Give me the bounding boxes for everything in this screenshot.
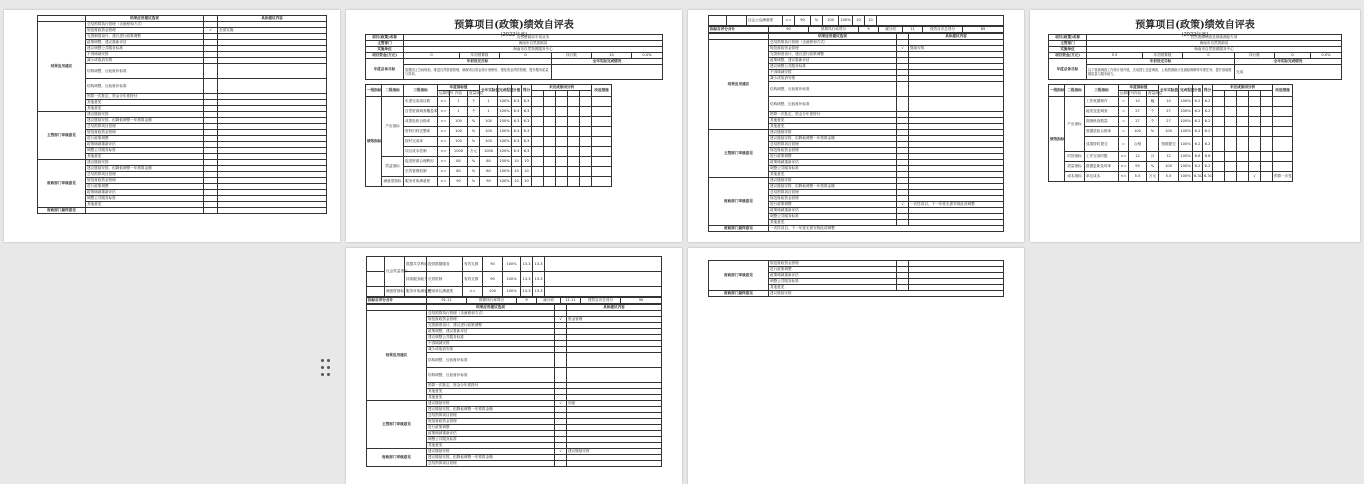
section-result-app: 结果应用建议	[38, 22, 86, 112]
score-row-5: 指标自评分合计 91.11 预算执行率得分 9 减分项 11.11 绩效自评总得分 90	[366, 297, 662, 304]
section-main-dept: 主管部门审核意见	[38, 112, 86, 160]
page-5	[346, 248, 682, 484]
indicator-tail-3: 社会公众满意度 >= 90 % 100 100% 10 10	[708, 15, 1004, 26]
result-table-6: 财政部门审核意见 规范财政资金管理 进行政策调整 政策调减重新评估 调整公共服务标准 其他意见 财政部门最终意见 建议继续安排	[708, 260, 1004, 297]
section-finance-final: 财政部门最终意见	[38, 208, 86, 214]
indicator-table-4: 一级指标 二级指标 三级指标 年度指标值 全年实际值 完成程度 分值 得分 未完成原因分析 改进措施 运算符号 内容 度量单位 绩效指标 产出指标 工作底图制作 = 10 幅 10 100% 6.2 6.2 地类变更调查 = 27 个 27 100% 6.2 6.2 图斑核查数量 = 27 个 27 100% 6.2 6.2 数据质检合格率 = 100 % 100 100% 6.2 6.2 成果按时提交 = 合格 按期提交 100% 6.2 6.2 时效指标 工作完成时限 <= 12 月 12 100% 6.6 6.6 质量指标 数据更新及时率 >= 95 % 100 100% 6.2 6.2 成本指标 单位成本 <= 5.5 万元 5.5 100% 6.31 6.31 √ 预算一次性	[1048, 84, 1342, 182]
score-row-3: 指标自评分合计 90 预算执行率得分 9 减分项 11 绩效自评总得分 89	[708, 26, 1004, 33]
result-table-5: 结果应用建议选项 具体建议内容 结果应用建议 总结预算执行管理（含流程和方式） 规范财政资金管理 √ 资金管理 完善制度设计，建议进行政策调整 政策调整，建议重新评估 建议调整公共服务标准 不得调减安排 减少或取消安排 结构调整，压低财补标准 结构调整，压低财补标准 预算一次批定，资金分年度拨付 其他意见 其他意见 主管部门审核意见 建议继续安排 √ 同意 建议继续安排，但降低调整一年预算金额 总结预算项目管理 规范财政资金管理 进行政策调整 政策调减重新评估 调整公共服务标准 其他意见 财政部门审核意见 建议继续安排 √ 建议继续安排 建议继续安排，但降低调整一年预算金额 总结预算项目管理	[366, 304, 662, 467]
section-finance-dept: 财政部门审核意见	[38, 160, 86, 208]
content-header: 具体建议内容	[218, 16, 327, 22]
page-2	[346, 10, 682, 242]
indicator-tail-5: 社会效益指标 数据共享利用 提供数据服务 有效支撑 90 100% 13.3 13.3 持续服务能力 长效机制 有效支撑 90 100% 13.3 13.3 满意度指标 服务对象满意度 使用单位满意度 >= 100 100% 13.3 13.3	[366, 256, 662, 297]
indicator-table-2: 一级指标 二级指标 三级指标 年度指标值 全年实际值 完成程度 分值 得分 未完成原因分析 改进措施 运算符号 内容 度量单位 绩效指标 产出指标 年度完成项目数 >= 1 个 1 100% 6.3 6.3 自然资源调查覆盖率 >= 1 个 1 100% 6.3 6.3 成果验收合格率 >= 100 % 100 100% 6.3 6.3 资料归档完整率 >= 100 % 100 100% 6.3 6.3 按时完成率 >= 100 % 100 100% 6.3 6.3 项目成本控制 <= 1000 万元 1000 100% 6.3 6.3 效益指标 促进资源合理利用 >= 80 % 80 100% 10 10 长效管理机制 >= 80 % 80 100% 10 10 满意度指标 服务对象满意度 >= 90 % 90 100% 10 10	[365, 84, 663, 187]
year-note: (2022年度)	[500, 32, 528, 38]
result-table-1: 结果应用建议选项 具体建议内容 结果应用建议 总结预算执行管理（含流程和方式） 规范财政资金管理 √ 全部实施 完善制度设计，建议进行政策调整 政策调整，建议重新评估 建议调整公共服务标准 不得调减安排 减少或取消安排 结构调整，压低财补标准 结构调整，压低财补标准 预算一次批定，资金分年度拨付 其他意见 其他意见 主管部门审核意见 建议继续安排 建议继续安排，但降低调整一年预算金额 总结预算项目管理 规范财政资金管理 进行政策调整 政策调减重新评估 调整公共服务标准 其他意见 财政部门审核意见 建议继续安排 建议继续安排，但降低调整一年预算金额 总结预算项目管理 规范财政资金管理 进行政策调整 政策调减重新评估 调整公共服务标准 其他意见 财政部门最终意见	[37, 15, 327, 214]
drag-handle-icon[interactable]	[319, 357, 333, 379]
page-6	[688, 248, 1024, 484]
info-table-4: 项目(政策)名称 自然资源调查及基础测绘专项 主管部门 海南市自然资源局 实施单位 海南市自然资源服务中心 项目资金(万元) 5.5 年初预算数 0 执行数 0 0.0% 年度总体目标 年初设定目标 全年实际完成情况 以下资源调查工作按计划开展，完成国土变更调查、土地资源统计及测绘保障等年度任务，提升基础数据质量与服务能力。 完成	[1048, 34, 1342, 80]
result-table-3: 结果应用建议选项 具体建议内容 结果应用建议 总结预算执行管理（含流程和方式） 规范财政资金管理 √ 继续安排 完善制度设计，建议进行政策调整 政策调整，建议重新评估 建议调整公共服务标准 不得调减安排 减少或取消安排 结构调整，压低财补标准 结构调整，压低财补标准 预算一次批定，资金分年度拨付 其他意见 其他意见 主管部门审核意见 建议继续安排 建议继续安排，但降低调整一年预算金额 总结预算项目管理 规范财政资金管理 进行政策调整 政策调减重新评估 调整公共服务标准 其他意见 财政部门审核意见 建议继续安排 建议继续安排，但降低调整一年预算金额 总结预算项目管理 规范财政资金管理 进行政策调整 √ 一次性项目，下一年度无需安排此项调整 政策调减重新评估 调整公共服务标准 其他意见 财政部门最终意见 一次性项目，下一年度无需安排此项调整	[708, 33, 1004, 232]
page-4: 预算项目(政策)绩效自评表 (2022年度) 项目(政策)名称 自然资源调查及基础测绘专项 主管部门 海南市自然资源局 实施单位 海南市自然资源服务中心 项目资金(万元) 5.5 年初预算数 0 执行数 0 0.0% 年度总体目标 年初设定目标 全年实际完成情况 以下资源调查工作按计划开展，完成国土变更调查、土地资源统计及测绘保障等年度任务，提升基础数据质量与服务能力。 完成 一级指标 二级指标 三级指标 年度指标值 全年实际值 完成程度 分值 得分 未完成原因分析 改进措施 运算符号 内容 度量单位 绩效指标 产出指标 工作底图制作 = 10 幅 10 100% 6.2 6.2 地类变更调查 = 27 个 27 100% 6.2 6.2 图斑核查数量 = 27 个 27 100% 6.2 6.2 数据质检合格率 = 100 % 100 100% 6.2 6.2 成果按时提交 = 合格 按期提交 100% 6.2 6.2 时效指标 工作完成时限 <= 12 月 12 100% 6.6 6.6 质量指标 数据更新及时率 >= 95 % 100 100% 6.2 6.2 成本指标 单位成本 <= 5.5 万元 5.5 100% 6.31 6.31 √ 预算一次性	[1030, 10, 1360, 242]
page-1	[4, 10, 340, 242]
info-table-2: 项目(政策)名称 自然资源局专项业务 主管部门 海南市自然资源局 实施单位 海南市自然资源服务中心 项目资金(万元) 0 年初预算数 0 执行数 10 0.0% 年度总体目标 年初设定目标 全年实际完成情况 加强国土空间规划，推进自然资源管理，确保项目资金按计划使用，强化资金绩效管理，提升服务质量与效率。	[365, 34, 663, 80]
doc-title: 预算项目(政策)绩效自评表	[454, 20, 574, 31]
page-3	[688, 10, 1024, 242]
suggestion-header: 结果应用建议选项	[86, 16, 204, 22]
